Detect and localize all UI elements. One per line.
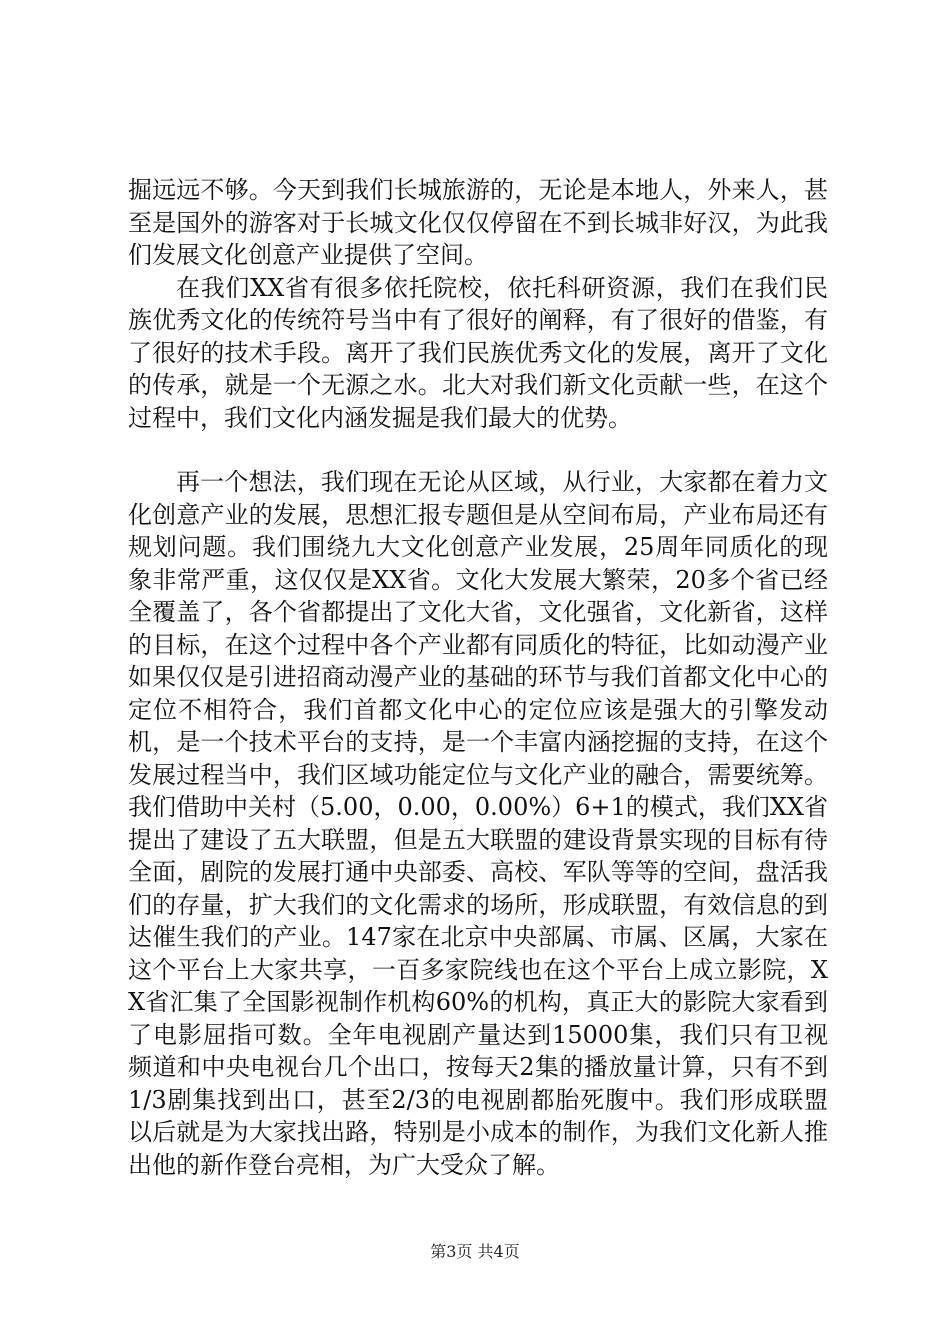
document-body	[128, 174, 828, 1181]
paragraph-continuation: 掘远远不够。今天到我们长城旅游的，无论是本地人，外来人，甚至是国外的游客对于长城文化仅仅停留在不到长城非好汉，为此我们发展文化创意产业提供了空间。	[128, 176, 828, 269]
paragraph-industry-layout: 再一个想法，我们现在无论从区域，从行业，大家都在着力文化创意产业的发展，思想汇报专题但是从空间布局，产业布局还有规划问题。我们围绕九大文化创意产业发展，25周年同质化的现象非常严重，这仅仅是XX省。文化大发展大繁荣，20多个省已经全覆盖了，各个省都提出了文化大省，文化强省，文化新省，这样的目标，在这个过程中各个产业都有同质化的特征，比如动漫产业如果仅仅是引进招商动漫产业的基础的环节与我们首都文化中心的定位不相符合，我们首都文化中心的定位应该是强大的引擎发动机，是一个技术平台的支持，是一个丰富内涵挖掘的支持，在这个发展过程当中，我们区域功能定位与文化产业的融合，需要统筹。我们借助中关村（5.00，0.00，0.00%）6+1的模式，我们XX省提出了建设了五大联盟，但是五大联盟的建设背景实现的目标有待全面，剧院的发展打通中央部委、高校、军队等等的空间，盘活我们的存量，扩大我们的文化需求的场所，形成联盟，有效信息的到达催生我们的产业。147家在北京中央部属、市属、区属，大家在这个平台上大家共享，一百多家院线也在这个平台上成立影院，XX省汇集了全国影视制作机构60%的机构，真正大的影院大家看到了电影屈指可数。全年电视剧产量达到15000集，我们只有卫视频道和中央电视台几个出口，按每天2集的播放量计算，只有不到1/3剧集找到出口，甚至2/3的电视剧都胎死腹中。我们形成联盟以后就是为大家找出路，特别是小成本的制作，为我们文化新人推出他的新作登台亮相，为广大受众了解。	[128, 468, 828, 1179]
page-number-footer: 第3页 共4页	[430, 1242, 520, 1261]
paragraph-cultural-resources: 在我们XX省有很多依托院校，依托科研资源，我们在我们民族优秀文化的传统符号当中有了很好的阐释，有了很好的借鉴，有了很好的技术手段。离开了我们民族优秀文化的发展，离开了文化的传承，就是一个无源之水。北大对我们新文化贡献一些，在这个过程中，我们文化内涵发掘是我们最大的优势。	[128, 273, 828, 432]
paragraph-gap	[128, 434, 828, 466]
